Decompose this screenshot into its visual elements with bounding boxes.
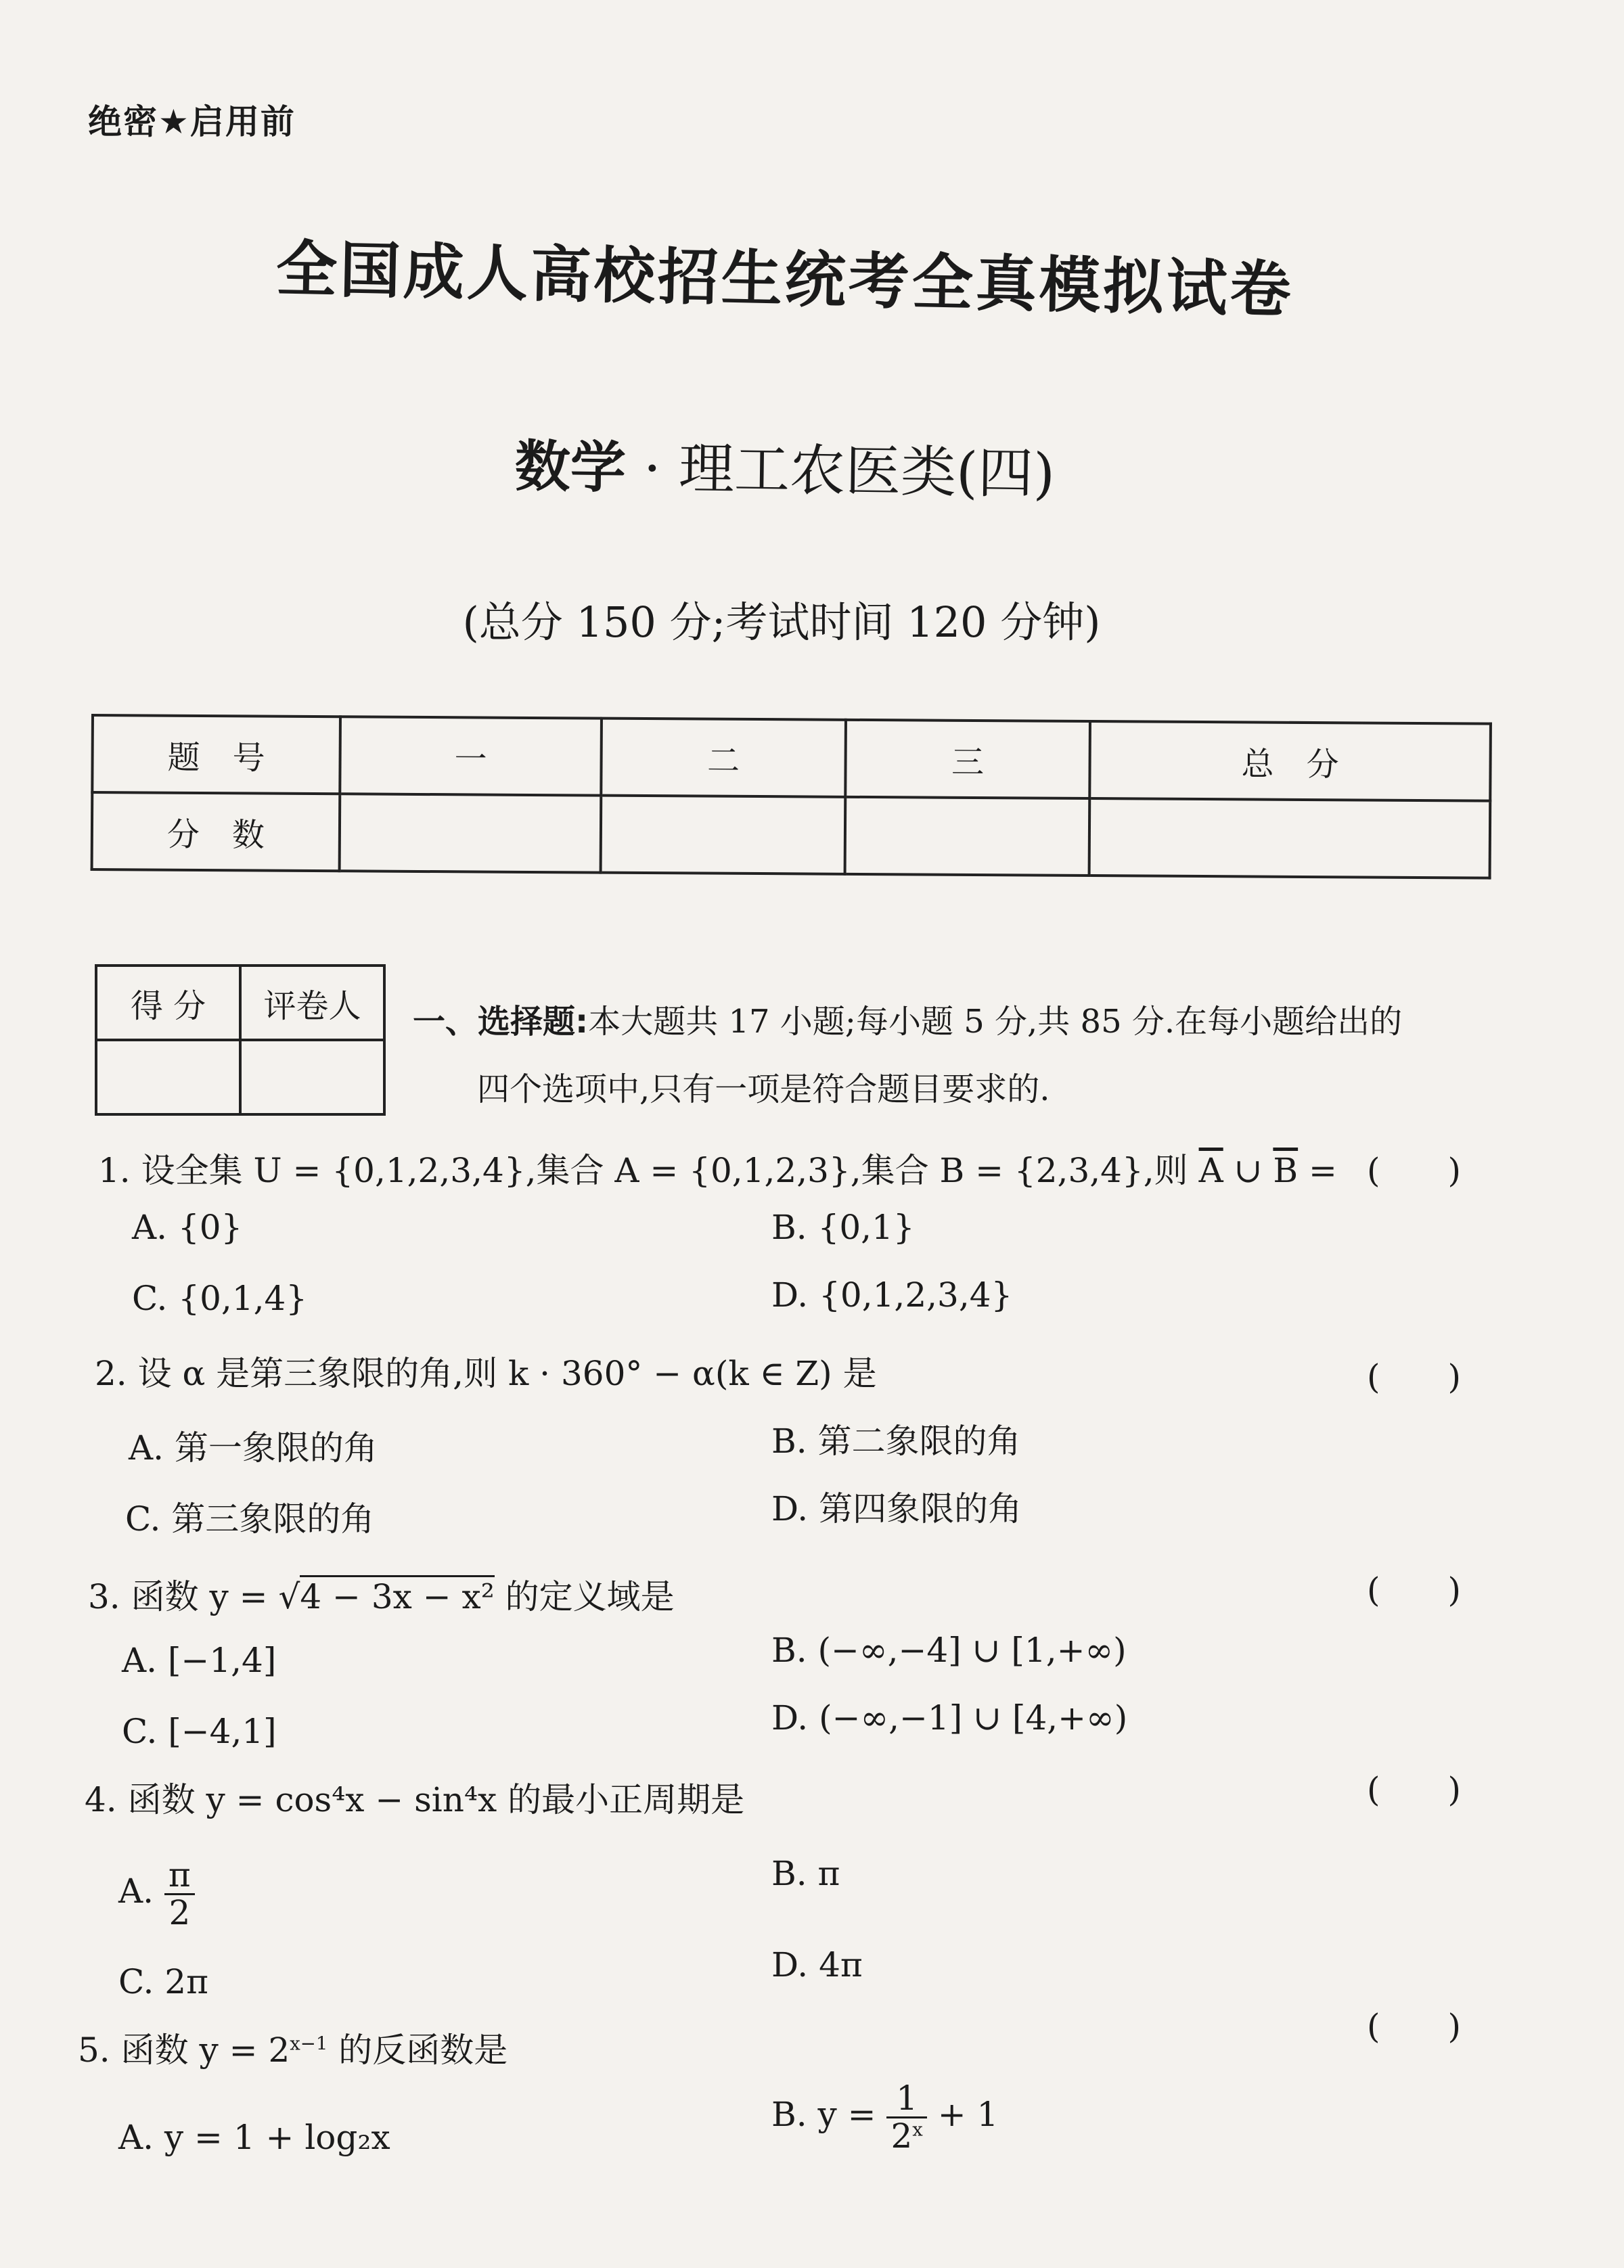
question-stem: 设全集 U = {0,1,2,3,4},集合 A = {0,1,2,3},集合 B = {2,3,4},则 — [141, 1151, 1199, 1190]
fraction-pi-over-2 — [164, 1857, 195, 1930]
answer-blank-2[interactable]: ( ) — [1367, 1357, 1462, 1397]
confidential-mark: 绝密★启用前 — [88, 102, 296, 141]
option-2c[interactable]: C. 第三象限的角 — [125, 1499, 375, 1539]
question-stem-end: 的反函数是 — [328, 2031, 508, 2070]
question-2 — [95, 1346, 877, 1395]
union-symbol: ∪ — [1223, 1151, 1273, 1190]
grader-score-cell[interactable] — [96, 1040, 240, 1114]
column-header-part-1: 一 — [340, 717, 602, 795]
fraction-one-over-2-pow-x — [886, 2081, 926, 2154]
option-4d[interactable]: D. 4π — [771, 1945, 863, 1984]
grader-table-header-row — [96, 966, 384, 1040]
answer-blank-5[interactable]: ( ) — [1367, 2007, 1462, 2046]
question-4 — [85, 1773, 744, 1821]
score-time-info: (总分 150 分;考试时间 120 分钟) — [462, 597, 1101, 647]
radicand: 4 − 3x − x² — [300, 1575, 494, 1616]
option-4a[interactable] — [118, 1857, 195, 1930]
fraction-denominator: 2 — [168, 1892, 191, 1932]
score-cell-part-2[interactable] — [601, 796, 846, 874]
row-header-question-number: 题 号 — [92, 715, 340, 794]
option-2a[interactable]: A. 第一象限的角 — [129, 1428, 378, 1468]
fraction-numerator: 1 — [886, 2081, 926, 2118]
answer-blank-4[interactable]: ( ) — [1367, 1770, 1462, 1809]
section-heading — [413, 988, 1468, 1123]
score-cell-part-3[interactable] — [845, 797, 1090, 876]
sqrt-symbol: √ — [278, 1577, 300, 1616]
option-1b[interactable]: B. {0,1} — [771, 1208, 915, 1247]
column-header-total: 总 分 — [1089, 721, 1491, 801]
grader-header-score: 得 分 — [96, 966, 240, 1040]
denominator-exponent: x — [912, 2118, 923, 2140]
complement-a: $\overline{A}$ — [1198, 1151, 1223, 1190]
option-3b[interactable]: B. (−∞,−4] ∪ [1,+∞) — [771, 1631, 1127, 1670]
option-3a[interactable]: A. [−1,4] — [122, 1641, 277, 1680]
subject-name: 数学 — [514, 434, 627, 501]
question-stem-end: 的定义域是 — [494, 1577, 675, 1616]
question-number: 5. — [78, 2031, 110, 2070]
answer-blank-1[interactable]: ( ) — [1367, 1151, 1462, 1190]
grader-header-grader: 评卷人 — [240, 966, 384, 1040]
question-stem-end: = — [1298, 1151, 1337, 1190]
score-cell-total[interactable] — [1089, 798, 1491, 878]
fraction-denominator — [886, 2118, 926, 2154]
question-5 — [78, 2023, 508, 2072]
question-number: 4. — [85, 1780, 117, 1819]
question-1 — [98, 1143, 1337, 1192]
question-number: 3. — [88, 1577, 120, 1616]
score-table-header-row — [92, 715, 1491, 801]
column-header-part-2: 二 — [601, 719, 846, 797]
question-3 — [88, 1570, 675, 1618]
option-1c[interactable]: C. {0,1,4} — [132, 1279, 308, 1318]
option-3c[interactable]: C. [−4,1] — [122, 1712, 277, 1751]
option-3d[interactable]: D. (−∞,−1] ∪ [4,+∞) — [771, 1698, 1128, 1738]
option-tail: + 1 — [937, 2095, 999, 2134]
denominator-base: 2 — [890, 2116, 913, 2156]
score-cell-part-1[interactable] — [340, 794, 602, 872]
exam-title: 全国成人高校招生统考全真模拟试卷 — [275, 233, 1294, 326]
grader-name-cell[interactable] — [240, 1040, 384, 1114]
option-1d[interactable]: D. {0,1,2,3,4} — [771, 1275, 1013, 1315]
column-header-part-3: 三 — [845, 720, 1090, 798]
row-header-score: 分 数 — [92, 792, 340, 871]
grader-table — [95, 964, 386, 1116]
section-instruction-line2: 四个选项中,只有一项是符合题目要求的. — [477, 1070, 1050, 1108]
question-number: 1. — [98, 1151, 131, 1190]
section-instruction-line1: 本大题共 17 小题;每小题 5 分,共 85 分.在每小题给出的 — [588, 1003, 1403, 1041]
option-4c[interactable]: C. 2π — [118, 1962, 208, 2001]
option-5a[interactable]: A. y = 1 + log₂x — [118, 2118, 390, 2157]
fraction-numerator: π — [164, 1857, 195, 1895]
option-4b[interactable]: B. π — [771, 1854, 840, 1893]
question-number: 2. — [95, 1354, 127, 1393]
subject-type: 理工农医类(四) — [678, 436, 1056, 507]
answer-blank-3[interactable]: ( ) — [1367, 1570, 1462, 1610]
question-stem: 设 α 是第三象限的角,则 k · 360° − α(k ∈ Z) 是 — [137, 1354, 877, 1393]
option-2b[interactable]: B. 第二象限的角 — [771, 1422, 1021, 1461]
score-table-score-row — [92, 792, 1491, 878]
option-label: B. y = — [771, 2095, 887, 2134]
option-1a[interactable]: A. {0} — [132, 1208, 243, 1247]
complement-b: $\overline{B}$ — [1273, 1151, 1299, 1190]
option-5b[interactable] — [771, 2081, 998, 2154]
question-stem: 函数 y = — [131, 1577, 279, 1616]
option-2d[interactable]: D. 第四象限的角 — [771, 1489, 1022, 1528]
question-stem: 函数 y = cos⁴x − sin⁴x 的最小正周期是 — [127, 1780, 745, 1819]
exponent: x−1 — [290, 2033, 328, 2055]
option-label: A. — [118, 1872, 154, 1911]
subject-separator: · — [643, 436, 662, 501]
grader-table-entry-row — [96, 1040, 384, 1114]
question-stem: 函数 y = 2 — [120, 2031, 290, 2070]
exam-subtitle — [0, 415, 1598, 516]
score-table — [91, 714, 1492, 880]
section-title: 一、选择题: — [413, 1003, 589, 1041]
